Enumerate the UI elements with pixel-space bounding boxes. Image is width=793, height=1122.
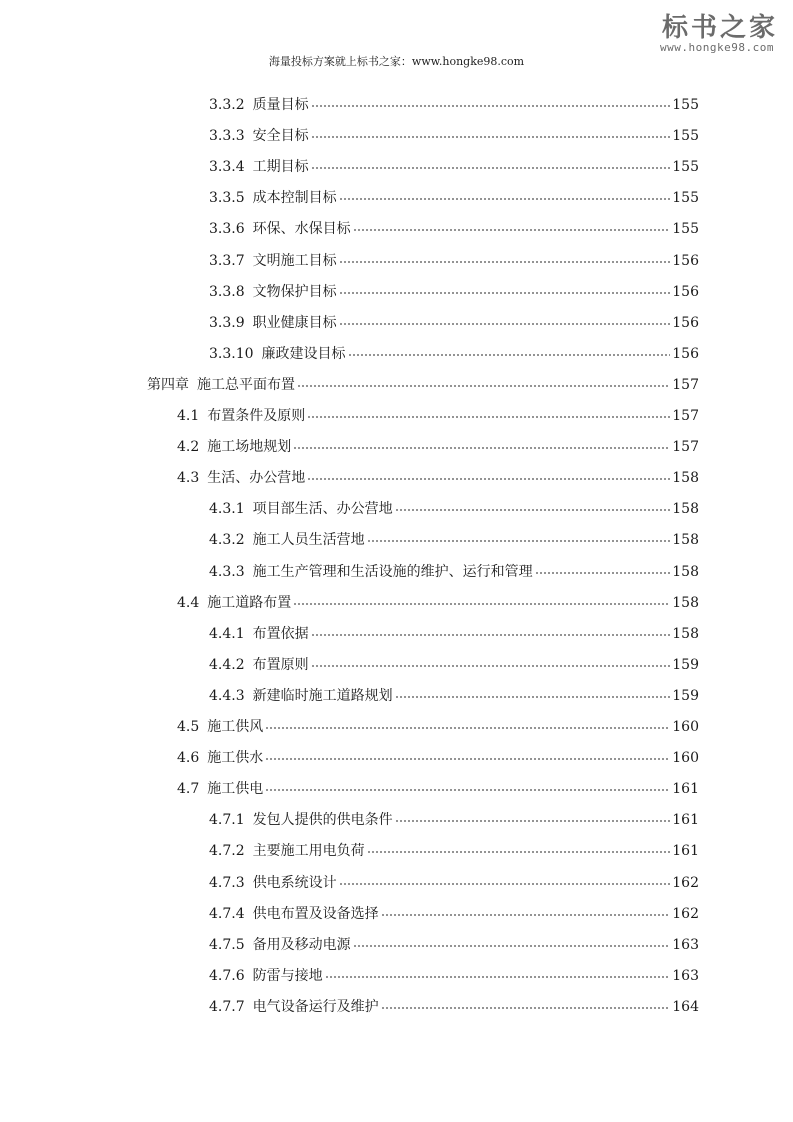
toc-entry[interactable]	[177, 437, 699, 457]
toc-entry-title: 文物保护目标	[252, 283, 337, 300]
toc-entry-title: 质量目标	[252, 97, 309, 113]
dot-leader	[535, 562, 671, 576]
toc-entry-title: 布置依据	[252, 625, 309, 642]
toc-entry[interactable]	[209, 810, 699, 830]
toc-entry-number: 4.7	[177, 781, 200, 798]
toc-entry-number: 3.3.8	[209, 283, 245, 300]
toc-entry[interactable]	[209, 188, 699, 208]
logo-text: 标书之家	[662, 13, 779, 43]
toc-entry[interactable]	[177, 748, 699, 768]
dot-leader	[381, 904, 671, 918]
toc-entry-title: 施工道路布置	[207, 594, 292, 611]
toc-entry-title: 施工人员生活营地	[252, 532, 365, 549]
logo-url: www.hongke98.com	[660, 41, 774, 54]
toc-entry-page: 156	[672, 314, 699, 331]
toc-entry[interactable]	[209, 841, 699, 861]
toc-entry-number: 3.3.7	[209, 252, 245, 269]
toc-entry-page: 158	[672, 501, 699, 518]
toc-entry-number: 4.7.2	[209, 843, 245, 860]
toc-entry-title: 项目部生活、办公营地	[252, 501, 393, 518]
toc-entry-number: 第四章	[147, 376, 189, 393]
brand-logo	[658, 14, 778, 52]
toc-entry[interactable]	[209, 562, 699, 582]
toc-entry-title: 供电系统设计	[252, 874, 337, 891]
toc-entry-page: 161	[672, 843, 699, 860]
dot-leader	[339, 313, 671, 327]
toc-entry-title: 施工供风	[207, 719, 264, 735]
toc-entry-page: 163	[672, 936, 699, 953]
dot-leader	[311, 95, 671, 109]
toc-entry[interactable]	[209, 251, 699, 271]
toc-entry-page: 155	[672, 128, 699, 145]
dot-leader	[339, 282, 671, 296]
toc-entry-page: 156	[672, 345, 699, 362]
toc-entry-title: 防雷与接地	[252, 967, 323, 984]
toc-entry[interactable]	[209, 686, 699, 706]
dot-leader	[293, 437, 670, 451]
toc-entry-page: 163	[672, 967, 699, 984]
toc-entry-page: 155	[672, 97, 699, 113]
toc-entry-title: 布置条件及原则	[207, 408, 306, 424]
toc-entry[interactable]	[209, 95, 699, 115]
toc-entry[interactable]	[209, 126, 699, 146]
toc-entry-page: 161	[672, 812, 699, 829]
toc-entry-page: 160	[672, 750, 699, 767]
toc-entry[interactable]	[177, 717, 699, 737]
toc-entry-title: 职业健康目标	[252, 314, 337, 331]
toc-entry[interactable]	[209, 904, 699, 924]
dot-leader	[367, 841, 671, 855]
toc-entry-page: 157	[672, 408, 699, 424]
toc-entry-number: 3.3.3	[209, 128, 245, 145]
toc-entry-page: 162	[672, 905, 699, 922]
dot-leader	[265, 779, 670, 793]
toc-entry-page: 162	[672, 874, 699, 891]
dot-leader	[353, 219, 671, 233]
toc-entry-title: 施工总平面布置	[197, 376, 295, 393]
toc-entry[interactable]	[177, 406, 699, 426]
toc-entry[interactable]	[209, 624, 699, 644]
toc-entry-number: 3.3.2	[209, 97, 245, 113]
toc-entry[interactable]	[209, 530, 699, 550]
toc-entry[interactable]	[147, 375, 699, 395]
toc-entry[interactable]	[209, 344, 699, 364]
dot-leader	[311, 624, 671, 638]
toc-entry-title: 施工供水	[207, 750, 264, 767]
toc-entry-page: 159	[672, 687, 699, 704]
toc-entry[interactable]	[209, 873, 699, 893]
dot-leader	[293, 593, 670, 607]
toc-entry-number: 4.4.2	[209, 656, 245, 673]
toc-entry[interactable]	[209, 219, 699, 239]
toc-entry-page: 158	[672, 625, 699, 642]
toc-entry-number: 3.3.9	[209, 314, 245, 331]
toc-entry[interactable]	[177, 593, 699, 613]
dot-leader	[339, 188, 671, 202]
dot-leader	[307, 468, 670, 482]
toc-entry-page: 155	[672, 221, 699, 238]
dot-leader	[367, 530, 671, 544]
toc-entry-title: 施工场地规划	[207, 439, 292, 456]
toc-entry-title: 电气设备运行及维护	[252, 998, 379, 1015]
toc-entry-number: 4.4	[177, 594, 200, 611]
toc-entry[interactable]	[209, 313, 699, 333]
toc-entry-title: 文明施工目标	[252, 252, 337, 269]
toc-entry-title: 施工供电	[207, 781, 264, 798]
toc-entry-number: 4.7.5	[209, 936, 245, 953]
toc-entry-title: 成本控制目标	[252, 190, 337, 207]
toc-entry-number: 4.3.2	[209, 532, 245, 549]
page-header: 海量投标方案就上标书之家：www.hongke98.com	[268, 55, 525, 68]
toc-entry[interactable]	[209, 997, 699, 1017]
toc-entry-number: 4.3.3	[209, 563, 245, 580]
toc-entry[interactable]	[209, 157, 699, 177]
toc-entry-title: 廉政建设目标	[261, 345, 346, 362]
toc-entry-number: 3.3.5	[209, 190, 245, 207]
toc-entry-number: 4.5	[177, 719, 200, 735]
toc-entry-title: 环保、水保目标	[252, 221, 351, 238]
toc-entry-page: 161	[672, 781, 699, 798]
toc-entry[interactable]	[209, 282, 699, 302]
toc-entry-page: 156	[672, 283, 699, 300]
toc-entry-title: 安全目标	[252, 128, 309, 145]
toc-entry-page: 155	[672, 190, 699, 207]
toc-entry-number: 4.7.1	[209, 812, 245, 829]
dot-leader	[339, 251, 671, 265]
toc-entry-page: 157	[672, 376, 699, 393]
toc-entry-number: 4.7.4	[209, 905, 245, 922]
toc-entry-number: 4.3.1	[209, 501, 245, 518]
dot-leader	[348, 344, 671, 358]
toc-entry[interactable]	[209, 935, 699, 955]
toc-entry-page: 155	[672, 159, 699, 176]
dot-leader	[311, 157, 671, 171]
toc-entry-number: 3.3.10	[209, 345, 254, 362]
toc-entry-number: 4.7.7	[209, 998, 245, 1015]
dot-leader	[339, 873, 671, 887]
toc-entry-page: 158	[672, 594, 699, 611]
toc-entry-title: 生活、办公营地	[207, 470, 306, 487]
toc-entry-number: 4.7.6	[209, 967, 245, 984]
toc-entry-number: 4.1	[177, 408, 200, 424]
toc-entry-number: 4.4.1	[209, 625, 245, 642]
toc-entry-title: 发包人提供的供电条件	[252, 812, 393, 829]
toc-entry-page: 158	[672, 532, 699, 549]
toc-entry-title: 布置原则	[252, 656, 309, 673]
dot-leader	[265, 717, 670, 731]
toc-entry[interactable]	[209, 655, 699, 675]
toc-entry-number: 4.6	[177, 750, 200, 767]
dot-leader	[353, 935, 671, 949]
dot-leader	[307, 406, 670, 420]
toc-entry-page: 159	[672, 656, 699, 673]
toc-entry-title: 工期目标	[252, 159, 309, 176]
toc-entry-number: 4.2	[177, 439, 200, 456]
toc-entry[interactable]	[177, 468, 699, 488]
toc-entry-page: 164	[672, 998, 699, 1015]
toc-entry-page: 157	[672, 439, 699, 456]
dot-leader	[311, 655, 671, 669]
toc-entry[interactable]	[177, 779, 699, 799]
toc-entry-title: 备用及移动电源	[252, 936, 351, 953]
toc-entry-number: 4.3	[177, 470, 200, 487]
toc-entry-number: 4.4.3	[209, 687, 245, 704]
toc-entry-title: 供电布置及设备选择	[252, 905, 379, 922]
toc-entry-page: 158	[672, 470, 699, 487]
dot-leader	[381, 997, 671, 1011]
dot-leader	[395, 810, 671, 824]
toc-entry[interactable]	[209, 966, 699, 986]
toc-entry-page: 160	[672, 719, 699, 735]
dot-leader	[325, 966, 671, 980]
toc-entry-number: 3.3.6	[209, 221, 245, 238]
dot-leader	[297, 375, 670, 389]
toc-entry-title: 新建临时施工道路规划	[252, 687, 393, 704]
toc-entry-number: 3.3.4	[209, 159, 245, 176]
toc-entry-title: 施工生产管理和生活设施的维护、运行和管理	[252, 563, 533, 580]
toc-entry[interactable]	[209, 499, 699, 519]
dot-leader	[311, 126, 671, 140]
toc-entry-title: 主要施工用电负荷	[252, 843, 365, 860]
dot-leader	[395, 499, 671, 513]
toc-entry-page: 158	[672, 563, 699, 580]
toc-entry-number: 4.7.3	[209, 874, 245, 891]
dot-leader	[265, 748, 670, 762]
dot-leader	[395, 686, 671, 700]
toc-entry-page: 156	[672, 252, 699, 269]
